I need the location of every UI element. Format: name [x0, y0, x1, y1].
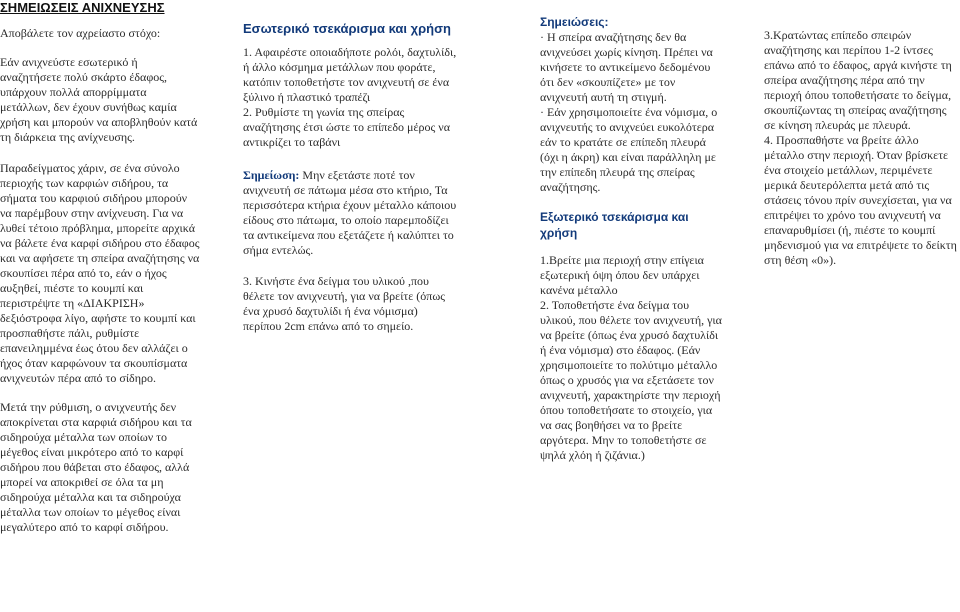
note-label: Σημείωση:	[243, 168, 300, 182]
outdoor-check-heading: Εξωτερικό τσεκάρισμα και χρήση	[540, 210, 689, 240]
column-3	[540, 14, 725, 463]
outdoor-step-1: 1.Βρείτε μια περιοχή στην επίγεια εξωτερική όψη όπου δεν υπάρχει κανένα μέταλλο	[540, 253, 704, 297]
indoor-step-2: 2. Ρυθμίστε τη γωνία της σπείρας αναζήτησης έτσι ώστε το επίπεδο μέρος να αντικρίζει το ταβάνι	[243, 105, 450, 149]
notes-label: Σημειώσεις:	[540, 15, 609, 29]
indoor-check-heading: Εσωτερικό τσεκάρισμα και χρήση	[243, 21, 451, 36]
indoor-step-3: 3. Κινήστε ένα δείγμα του υλικού ,που θέλετε τον ανιχνευτή, για να βρείτε (όπως ένα χρυσό δαχτυλίδι ή ένα νόμισμα) περίπου 2cm επάνω από το σημείο.	[243, 274, 445, 333]
outdoor-step-4: 4. Προσπαθήστε να βρείτε άλλο μέταλλο στην περιοχή. Όταν βρίσκετε ένα στοιχείο μετάλλων, περιμένετε μερικά δευτερόλεπτα μετά από τις στάσεις τόνου πρίν συνεχίσεται, για να επιτρέψει το χρόνο του ανιχνευτή να επαναρυθμίσει (ή, πιέστε το κουμπί μηδενισμού για να επιτρέψετε το δείκτη στη θέση «0»).	[764, 133, 957, 267]
document-title: ΣΗΜΕΙΩΣΕΙΣ ΑΝΙΧΝΕΥΣΗΣ	[0, 0, 165, 15]
outdoor-step-3: 3.Κρατώντας επίπεδο σπειρών αναζήτησης και περίπου 1-2 ίντσες επάνω από το έδαφος, αργά κινήστε τη σπείρα αναζήτησης πέρα από την περιοχή όπου τοποθετήσατε το δείγμα, σκουπίζωντας τη σπείρας αναζήτησης σε κίνηση πλευράς με πλευρά.	[764, 28, 952, 132]
note-coin: · Εάν χρησιμοποιείτε ένα νόμισμα, ο ανιχνευτής το ανιχνεύει ευκολότερα εάν το κρατάτε σε επίπεδη πλευρά (όχι η άκρη) και είναι παράλληλη με την επίπεδη πλευρά της σπείρας αναζήτησης.	[540, 105, 718, 194]
intro-text: Αποβάλετε τον αχρείαστο στόχο:	[0, 26, 161, 40]
column-1	[0, 0, 200, 535]
paragraph-iron-nails: Παραδείγματος χάριν, σε ένα σύνολο περιοχής των καρφιών σιδήρου, τα σήματα του καρφιού σιδήρου μπορούν να παρέμβουν στην ανίχνευση. Για να λυθεί τέτοιο πρόβλημα, μπορείτε αρχικά να βάλετε ένα καρφί σιδήρου στο έδαφος και να αφήσετε τη σπείρα αναζήτησης να σκουπίσει πέρα από το, εάν ο ήχος αυξηθεί, πιέστε το κουμπί και περιστρέψτε τη «ΔΙΑΚΡΙΣΗ» δεξιόστροφα λίγο, αφήστε το κουμπί και προσπαθήστε πάλι, ρυθμίστε επανειλημμένα έως ότου δεν αλλάζει ο ήχος όταν καρφώνουν τα σκουπίσματα ανιχνευτών πέρα από το σίδηρο.	[0, 161, 200, 385]
indoor-note	[243, 168, 459, 258]
note-text: Μην εξετάστε ποτέ τον ανιχνευτή σε πάτωμα μέσα στο κτήριο, Τα περισσότερα κτήρια έχουν μέταλλο κάποιου είδους στο πάτωμα, το οποίο παρεμποδίζει τα αντικείμενα που εξετάζετε ή καλύπτει το σήμα εντελώς.	[243, 168, 457, 257]
paragraph-after-adjust: Μετά την ρύθμιση, ο ανιχνευτής δεν αποκρίνεται στα καρφιά σιδήρου και τα σιδηρούχα μέταλλα των οποίων το μέγεθος είναι μικρότερο από το καρφί σιδήρου που θάβεται στο έδαφος, αλλά μπορεί να αποκριθεί σε όλα τα μη σιδηρούχα μέταλλα και τα σιδηρούχα μέταλλα των οποίων το μέγεθος είναι μεγαλύτερο από το καρφί σιδήρου.	[0, 400, 192, 534]
column-2	[243, 20, 459, 334]
note-no-motion: · Η σπείρα αναζήτησης δεν θα ανιχνεύσει χωρίς κίνηση. Πρέπει να κινήσετε το αντικείμενο δεδομένου ότι δεν «σκουπίζετε» με τον ανιχνευτή αυτή τη στιγμή.	[540, 30, 713, 104]
outdoor-step-2: 2. Τοποθετήστε ένα δείγμα του υλικού, που θέλετε τον ανιχνευτή, για να βρείτε (όπως ένα χρυσό δαχτυλίδι ή ένα νόμισμα) στο έδαφος. (Εάν χρησιμοποιείτε το πολύτιμο μέταλλο όπως ο χρυσός για να εξετάσετε τον ανιχνευτή, χαρακτηρίστε την περιοχή όπου τοποθετήσατε το στοιχείο, για να σας βοηθήσει να το βρείτε αργότερα. Μην το τοποθετήστε σε ψηλά χλόη ή ζιζάνια.)	[540, 298, 722, 462]
paragraph-indoor-junk: Εάν ανιχνεύστε εσωτερικό ή αναζητήσετε πολύ σκάρτο έδαφος, υπάρχουν πολλά απορρίμματα μετάλλων, δεν έχουν συνήθως καμία χρήση και μπορούν να αποβληθούν κατά τη διάρκεια της ανίχνευσης.	[0, 55, 198, 144]
column-4	[764, 28, 960, 268]
indoor-step-1: 1. Αφαιρέστε οποιαδήποτε ρολόι, δαχτυλίδι, ή άλλο κόσμημα μετάλλων που φοράτε, κατόπιν τοποθετήστε τον ανιχνευτή σε ένα ξύλινο ή πλαστικό τραπέζι	[243, 45, 457, 104]
